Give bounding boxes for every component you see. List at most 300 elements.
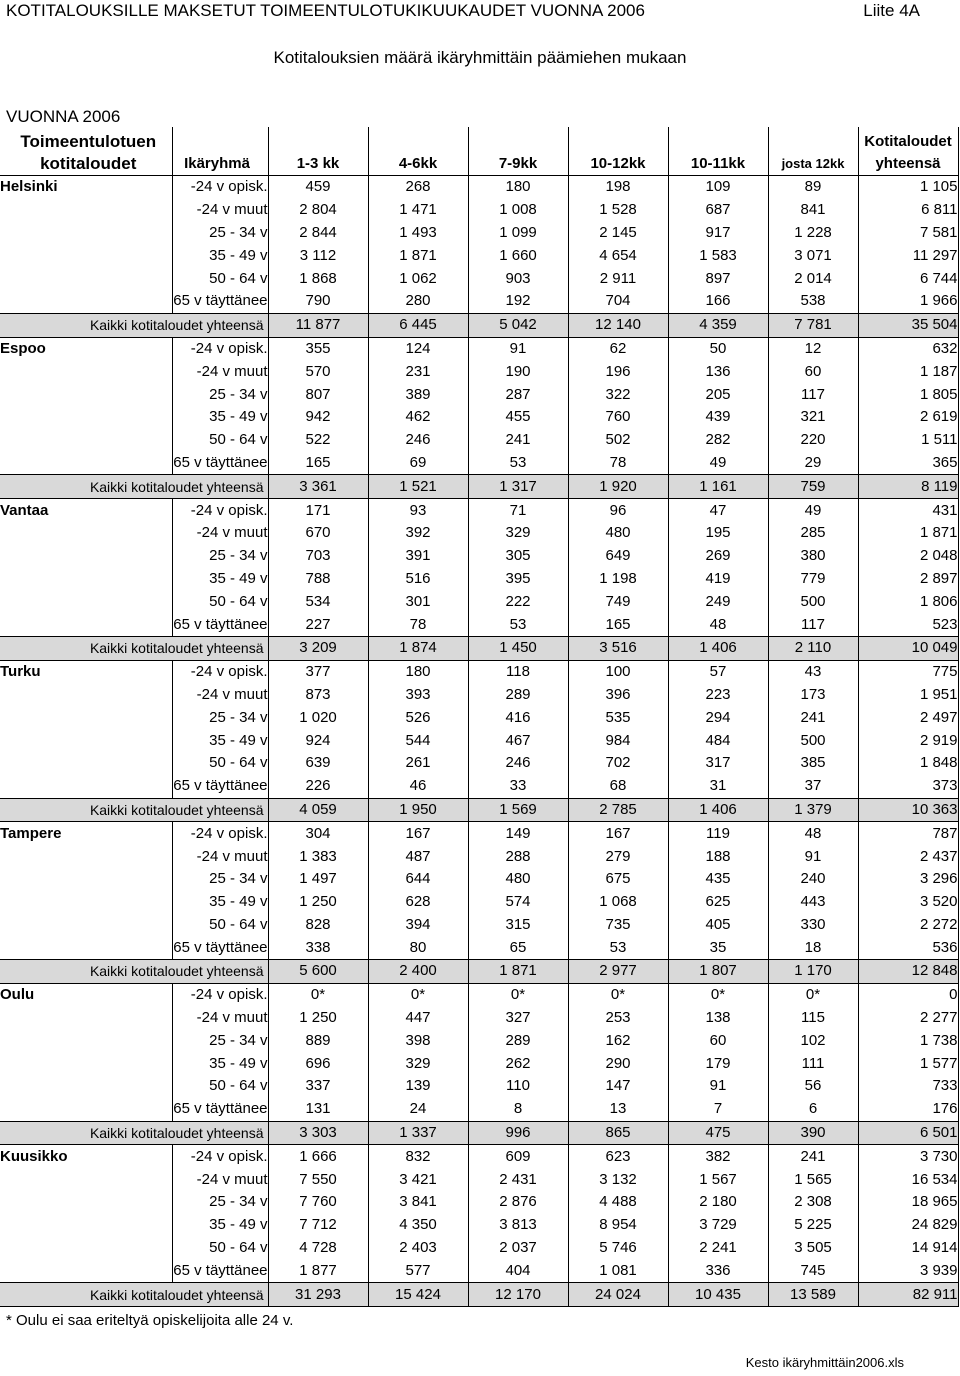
value-cell: 69 bbox=[368, 452, 468, 475]
value-cell: 240 bbox=[768, 868, 858, 891]
value-cell: 1 868 bbox=[268, 267, 368, 290]
age-group-cell: 50 - 64 v bbox=[172, 429, 268, 452]
table-row bbox=[0, 590, 958, 613]
total-value-cell: 1 450 bbox=[468, 636, 568, 660]
value-cell: 1 187 bbox=[858, 360, 958, 383]
value-cell: 3 729 bbox=[668, 1214, 768, 1237]
total-value-cell: 865 bbox=[568, 1121, 668, 1145]
value-cell: 56 bbox=[768, 1075, 858, 1098]
value-cell: 93 bbox=[368, 499, 468, 522]
value-cell: 419 bbox=[668, 568, 768, 591]
value-cell: 632 bbox=[858, 337, 958, 360]
total-value-cell: 1 569 bbox=[468, 798, 568, 822]
value-cell: 733 bbox=[858, 1075, 958, 1098]
value-cell: 404 bbox=[468, 1259, 568, 1282]
value-cell: 337 bbox=[268, 1075, 368, 1098]
value-cell: 261 bbox=[368, 752, 468, 775]
city-name: Vantaa bbox=[0, 501, 49, 519]
table-row bbox=[0, 660, 958, 683]
value-cell: 897 bbox=[668, 267, 768, 290]
value-cell: 1 806 bbox=[858, 590, 958, 613]
table-row bbox=[0, 199, 958, 222]
total-value-cell: 15 424 bbox=[368, 1283, 468, 1307]
value-cell: 396 bbox=[568, 684, 668, 707]
value-cell: 841 bbox=[768, 199, 858, 222]
value-cell: 1 471 bbox=[368, 199, 468, 222]
value-cell: 49 bbox=[768, 499, 858, 522]
value-cell: 322 bbox=[568, 383, 668, 406]
table-row bbox=[0, 176, 958, 199]
value-cell: 2 014 bbox=[768, 267, 858, 290]
age-group-cell: 25 - 34 v bbox=[172, 222, 268, 245]
value-cell: 6 744 bbox=[858, 267, 958, 290]
value-cell: 687 bbox=[668, 199, 768, 222]
total-value-cell: 7 781 bbox=[768, 313, 858, 337]
value-cell: 500 bbox=[768, 729, 858, 752]
table-row bbox=[0, 1214, 958, 1237]
table-row bbox=[0, 337, 958, 360]
value-cell: 2 497 bbox=[858, 706, 958, 729]
value-cell: 1 250 bbox=[268, 891, 368, 914]
value-cell: 179 bbox=[668, 1052, 768, 1075]
value-cell: 0* bbox=[468, 983, 568, 1006]
value-cell: 241 bbox=[768, 706, 858, 729]
total-value-cell: 1 406 bbox=[668, 798, 768, 822]
age-group-cell: 50 - 64 v bbox=[172, 1237, 268, 1260]
age-group-cell: 35 - 49 v bbox=[172, 568, 268, 591]
table-row bbox=[0, 868, 958, 891]
value-cell: 873 bbox=[268, 684, 368, 707]
header-total-line2: yhteensä bbox=[858, 153, 958, 176]
value-cell: 16 534 bbox=[858, 1168, 958, 1191]
value-cell: 609 bbox=[468, 1145, 568, 1168]
total-value-cell: 5 600 bbox=[268, 960, 368, 984]
value-cell: 196 bbox=[568, 360, 668, 383]
value-cell: 5 746 bbox=[568, 1237, 668, 1260]
age-group-cell: -24 v opisk. bbox=[172, 337, 268, 360]
value-cell: 703 bbox=[268, 545, 368, 568]
age-group-cell: 25 - 34 v bbox=[172, 545, 268, 568]
age-group-cell: 35 - 49 v bbox=[172, 406, 268, 429]
value-cell: 37 bbox=[768, 775, 858, 798]
total-value-cell: 10 435 bbox=[668, 1283, 768, 1307]
city-name: Turku bbox=[0, 663, 41, 681]
value-cell: 544 bbox=[368, 729, 468, 752]
table-row bbox=[0, 545, 958, 568]
value-cell: 1 877 bbox=[268, 1259, 368, 1282]
value-cell: 304 bbox=[268, 822, 368, 845]
value-cell: 2 403 bbox=[368, 1237, 468, 1260]
value-cell: 522 bbox=[268, 429, 368, 452]
age-group-cell: 35 - 49 v bbox=[172, 729, 268, 752]
value-cell: 131 bbox=[268, 1098, 368, 1121]
value-cell: 327 bbox=[468, 1007, 568, 1030]
value-cell: 398 bbox=[368, 1029, 468, 1052]
value-cell: 305 bbox=[468, 545, 568, 568]
value-cell: 65 bbox=[468, 936, 568, 959]
value-cell: 391 bbox=[368, 545, 468, 568]
total-value-cell: 11 877 bbox=[268, 313, 368, 337]
city-name: Oulu bbox=[0, 986, 35, 1004]
value-cell: 3 421 bbox=[368, 1168, 468, 1191]
value-cell: 192 bbox=[468, 290, 568, 313]
value-cell: 392 bbox=[368, 522, 468, 545]
total-value-cell: 1 317 bbox=[468, 475, 568, 499]
table-row bbox=[0, 429, 958, 452]
total-value-cell: 12 170 bbox=[468, 1283, 568, 1307]
value-cell: 775 bbox=[858, 660, 958, 683]
table-row bbox=[0, 406, 958, 429]
value-cell: 1 020 bbox=[268, 706, 368, 729]
age-group-cell: 65 v täyttänee bbox=[172, 613, 268, 636]
value-cell: 246 bbox=[468, 752, 568, 775]
total-value-cell: 1 874 bbox=[368, 636, 468, 660]
total-value-cell: 3 209 bbox=[268, 636, 368, 660]
value-cell: 18 965 bbox=[858, 1191, 958, 1214]
value-cell: 91 bbox=[768, 845, 858, 868]
total-value-cell: 8 119 bbox=[858, 475, 958, 499]
value-cell: 3 841 bbox=[368, 1191, 468, 1214]
value-cell: 167 bbox=[568, 822, 668, 845]
value-cell: 1 099 bbox=[468, 222, 568, 245]
value-cell: 124 bbox=[368, 337, 468, 360]
value-cell: 625 bbox=[668, 891, 768, 914]
value-cell: 4 488 bbox=[568, 1191, 668, 1214]
value-cell: 4 728 bbox=[268, 1237, 368, 1260]
value-cell: 188 bbox=[668, 845, 768, 868]
value-cell: 180 bbox=[468, 176, 568, 199]
total-value-cell: 1 920 bbox=[568, 475, 668, 499]
total-row bbox=[0, 636, 958, 660]
value-cell: 7 712 bbox=[268, 1214, 368, 1237]
total-value-cell: 475 bbox=[668, 1121, 768, 1145]
total-row bbox=[0, 798, 958, 822]
header-10-12kk: 10-12kk bbox=[568, 153, 668, 176]
value-cell: 1 805 bbox=[858, 383, 958, 406]
value-cell: 484 bbox=[668, 729, 768, 752]
value-cell: 385 bbox=[768, 752, 858, 775]
value-cell: 416 bbox=[468, 706, 568, 729]
total-row bbox=[0, 475, 958, 499]
header-10-11kk: 10-11kk bbox=[668, 153, 768, 176]
total-label: Kaikki kotitaloudet yhteensä bbox=[0, 1121, 268, 1145]
value-cell: 395 bbox=[468, 568, 568, 591]
total-value-cell: 82 911 bbox=[858, 1283, 958, 1307]
value-cell: 2 048 bbox=[858, 545, 958, 568]
value-cell: 47 bbox=[668, 499, 768, 522]
age-group-cell: 65 v täyttänee bbox=[172, 1098, 268, 1121]
table-row bbox=[0, 936, 958, 959]
table-row bbox=[0, 822, 958, 845]
value-cell: 102 bbox=[768, 1029, 858, 1052]
value-cell: 119 bbox=[668, 822, 768, 845]
age-group-cell: -24 v opisk. bbox=[172, 176, 268, 199]
value-cell: 735 bbox=[568, 914, 668, 937]
value-cell: 165 bbox=[568, 613, 668, 636]
value-cell: 166 bbox=[668, 290, 768, 313]
table-row bbox=[0, 499, 958, 522]
table-row bbox=[0, 983, 958, 1006]
value-cell: 33 bbox=[468, 775, 568, 798]
table-row bbox=[0, 752, 958, 775]
value-cell: 2 272 bbox=[858, 914, 958, 937]
value-cell: 2 145 bbox=[568, 222, 668, 245]
table-row bbox=[0, 1098, 958, 1121]
value-cell: 1 660 bbox=[468, 244, 568, 267]
value-cell: 903 bbox=[468, 267, 568, 290]
header-total-line1: Kotitaloudet bbox=[858, 127, 958, 153]
table-row bbox=[0, 522, 958, 545]
total-row bbox=[0, 960, 958, 984]
value-cell: 96 bbox=[568, 499, 668, 522]
value-cell: 393 bbox=[368, 684, 468, 707]
value-cell: 162 bbox=[568, 1029, 668, 1052]
age-group-cell: -24 v muut bbox=[172, 522, 268, 545]
total-value-cell: 1 807 bbox=[668, 960, 768, 984]
value-cell: 623 bbox=[568, 1145, 668, 1168]
age-group-cell: 50 - 64 v bbox=[172, 752, 268, 775]
city-name: Tampere bbox=[0, 824, 62, 842]
total-value-cell: 4 359 bbox=[668, 313, 768, 337]
value-cell: 80 bbox=[368, 936, 468, 959]
value-cell: 246 bbox=[368, 429, 468, 452]
value-cell: 329 bbox=[368, 1052, 468, 1075]
value-cell: 570 bbox=[268, 360, 368, 383]
table-row bbox=[0, 613, 958, 636]
value-cell: 138 bbox=[668, 1007, 768, 1030]
value-cell: 2 804 bbox=[268, 199, 368, 222]
value-cell: 439 bbox=[668, 406, 768, 429]
value-cell: 5 225 bbox=[768, 1214, 858, 1237]
total-value-cell: 1 406 bbox=[668, 636, 768, 660]
total-value-cell: 24 024 bbox=[568, 1283, 668, 1307]
age-group-cell: 65 v täyttänee bbox=[172, 290, 268, 313]
city-name: Helsinki bbox=[0, 178, 58, 196]
total-value-cell: 759 bbox=[768, 475, 858, 499]
value-cell: 807 bbox=[268, 383, 368, 406]
age-group-cell: 25 - 34 v bbox=[172, 1191, 268, 1214]
value-cell: 35 bbox=[668, 936, 768, 959]
age-group-cell: 65 v täyttänee bbox=[172, 452, 268, 475]
value-cell: 2 180 bbox=[668, 1191, 768, 1214]
value-cell: 1 666 bbox=[268, 1145, 368, 1168]
value-cell: 1 966 bbox=[858, 290, 958, 313]
value-cell: 287 bbox=[468, 383, 568, 406]
table-row bbox=[0, 891, 958, 914]
value-cell: 1 871 bbox=[368, 244, 468, 267]
value-cell: 394 bbox=[368, 914, 468, 937]
value-cell: 290 bbox=[568, 1052, 668, 1075]
value-cell: 534 bbox=[268, 590, 368, 613]
value-cell: 788 bbox=[268, 568, 368, 591]
table-row bbox=[0, 914, 958, 937]
total-value-cell: 1 950 bbox=[368, 798, 468, 822]
age-group-cell: 35 - 49 v bbox=[172, 891, 268, 914]
value-cell: 110 bbox=[468, 1075, 568, 1098]
table-row bbox=[0, 1237, 958, 1260]
value-cell: 2 308 bbox=[768, 1191, 858, 1214]
total-value-cell: 996 bbox=[468, 1121, 568, 1145]
value-cell: 1 528 bbox=[568, 199, 668, 222]
value-cell: 3 520 bbox=[858, 891, 958, 914]
value-cell: 2 241 bbox=[668, 1237, 768, 1260]
table-row bbox=[0, 706, 958, 729]
value-cell: 455 bbox=[468, 406, 568, 429]
value-cell: 49 bbox=[668, 452, 768, 475]
value-cell: 329 bbox=[468, 522, 568, 545]
value-cell: 269 bbox=[668, 545, 768, 568]
age-group-cell: 50 - 64 v bbox=[172, 267, 268, 290]
total-value-cell: 2 400 bbox=[368, 960, 468, 984]
value-cell: 8 954 bbox=[568, 1214, 668, 1237]
value-cell: 459 bbox=[268, 176, 368, 199]
age-group-cell: 25 - 34 v bbox=[172, 706, 268, 729]
total-value-cell: 1 871 bbox=[468, 960, 568, 984]
total-value-cell: 390 bbox=[768, 1121, 858, 1145]
value-cell: 704 bbox=[568, 290, 668, 313]
total-label: Kaikki kotitaloudet yhteensä bbox=[0, 636, 268, 660]
value-cell: 279 bbox=[568, 845, 668, 868]
value-cell: 0* bbox=[268, 983, 368, 1006]
value-cell: 1 583 bbox=[668, 244, 768, 267]
value-cell: 43 bbox=[768, 660, 858, 683]
value-cell: 171 bbox=[268, 499, 368, 522]
value-cell: 1 383 bbox=[268, 845, 368, 868]
total-value-cell: 2 977 bbox=[568, 960, 668, 984]
total-value-cell: 2 110 bbox=[768, 636, 858, 660]
total-value-cell: 13 589 bbox=[768, 1283, 858, 1307]
value-cell: 7 581 bbox=[858, 222, 958, 245]
total-value-cell: 35 504 bbox=[858, 313, 958, 337]
value-cell: 6 811 bbox=[858, 199, 958, 222]
total-value-cell: 3 303 bbox=[268, 1121, 368, 1145]
value-cell: 115 bbox=[768, 1007, 858, 1030]
value-cell: 538 bbox=[768, 290, 858, 313]
value-cell: 1 198 bbox=[568, 568, 668, 591]
value-cell: 6 bbox=[768, 1098, 858, 1121]
header-group-line1: Toimeentulotuen bbox=[20, 132, 157, 151]
value-cell: 1 068 bbox=[568, 891, 668, 914]
value-cell: 198 bbox=[568, 176, 668, 199]
value-cell: 2 876 bbox=[468, 1191, 568, 1214]
value-cell: 48 bbox=[768, 822, 858, 845]
age-group-cell: -24 v opisk. bbox=[172, 1145, 268, 1168]
total-row bbox=[0, 1283, 958, 1307]
total-value-cell: 3 361 bbox=[268, 475, 368, 499]
value-cell: 382 bbox=[668, 1145, 768, 1168]
page-subtitle: Kotitalouksien määrä ikäryhmittäin päämiehen mukaan bbox=[273, 48, 687, 67]
value-cell: 7 760 bbox=[268, 1191, 368, 1214]
value-cell: 0* bbox=[768, 983, 858, 1006]
value-cell: 111 bbox=[768, 1052, 858, 1075]
value-cell: 14 914 bbox=[858, 1237, 958, 1260]
value-cell: 226 bbox=[268, 775, 368, 798]
value-cell: 3 730 bbox=[858, 1145, 958, 1168]
value-cell: 462 bbox=[368, 406, 468, 429]
value-cell: 644 bbox=[368, 868, 468, 891]
table-row bbox=[0, 1029, 958, 1052]
value-cell: 12 bbox=[768, 337, 858, 360]
total-row bbox=[0, 313, 958, 337]
value-cell: 117 bbox=[768, 613, 858, 636]
table-row bbox=[0, 1007, 958, 1030]
value-cell: 53 bbox=[568, 936, 668, 959]
value-cell: 2 897 bbox=[858, 568, 958, 591]
value-cell: 2 844 bbox=[268, 222, 368, 245]
total-value-cell: 10 049 bbox=[858, 636, 958, 660]
value-cell: 435 bbox=[668, 868, 768, 891]
value-cell: 62 bbox=[568, 337, 668, 360]
table-row bbox=[0, 244, 958, 267]
value-cell: 526 bbox=[368, 706, 468, 729]
age-group-cell: 65 v täyttänee bbox=[172, 775, 268, 798]
value-cell: 241 bbox=[468, 429, 568, 452]
value-cell: 24 829 bbox=[858, 1214, 958, 1237]
value-cell: 702 bbox=[568, 752, 668, 775]
value-cell: 289 bbox=[468, 1029, 568, 1052]
value-cell: 787 bbox=[858, 822, 958, 845]
value-cell: 53 bbox=[468, 452, 568, 475]
value-cell: 3 112 bbox=[268, 244, 368, 267]
value-cell: 889 bbox=[268, 1029, 368, 1052]
value-cell: 118 bbox=[468, 660, 568, 683]
table-row bbox=[0, 568, 958, 591]
value-cell: 467 bbox=[468, 729, 568, 752]
age-group-cell: 25 - 34 v bbox=[172, 1029, 268, 1052]
age-group-cell: -24 v muut bbox=[172, 845, 268, 868]
age-group-cell: -24 v opisk. bbox=[172, 499, 268, 522]
value-cell: 7 bbox=[668, 1098, 768, 1121]
value-cell: 46 bbox=[368, 775, 468, 798]
total-label: Kaikki kotitaloudet yhteensä bbox=[0, 313, 268, 337]
value-cell: 31 bbox=[668, 775, 768, 798]
value-cell: 109 bbox=[668, 176, 768, 199]
appendix-label: Liite 4A bbox=[863, 1, 920, 20]
value-cell: 147 bbox=[568, 1075, 668, 1098]
value-cell: 670 bbox=[268, 522, 368, 545]
table-row bbox=[0, 775, 958, 798]
value-cell: 1 511 bbox=[858, 429, 958, 452]
table-row bbox=[0, 729, 958, 752]
value-cell: 574 bbox=[468, 891, 568, 914]
value-cell: 285 bbox=[768, 522, 858, 545]
age-group-cell: -24 v muut bbox=[172, 1007, 268, 1030]
table-row bbox=[0, 222, 958, 245]
total-value-cell: 2 785 bbox=[568, 798, 668, 822]
value-cell: 91 bbox=[668, 1075, 768, 1098]
age-group-cell: -24 v opisk. bbox=[172, 983, 268, 1006]
total-value-cell: 4 059 bbox=[268, 798, 368, 822]
value-cell: 1 567 bbox=[668, 1168, 768, 1191]
table-row bbox=[0, 1052, 958, 1075]
value-cell: 639 bbox=[268, 752, 368, 775]
value-cell: 0* bbox=[368, 983, 468, 1006]
table-row bbox=[0, 1075, 958, 1098]
total-value-cell: 10 363 bbox=[858, 798, 958, 822]
value-cell: 57 bbox=[668, 660, 768, 683]
value-cell: 3 071 bbox=[768, 244, 858, 267]
value-cell: 3 132 bbox=[568, 1168, 668, 1191]
value-cell: 24 bbox=[368, 1098, 468, 1121]
header-group-line2: kotitaloudet bbox=[0, 153, 172, 176]
table-row bbox=[0, 360, 958, 383]
value-cell: 3 813 bbox=[468, 1214, 568, 1237]
header-of-12kk: josta 12kk bbox=[768, 153, 858, 176]
value-cell: 942 bbox=[268, 406, 368, 429]
value-cell: 205 bbox=[668, 383, 768, 406]
age-group-cell: -24 v muut bbox=[172, 199, 268, 222]
value-cell: 176 bbox=[858, 1098, 958, 1121]
